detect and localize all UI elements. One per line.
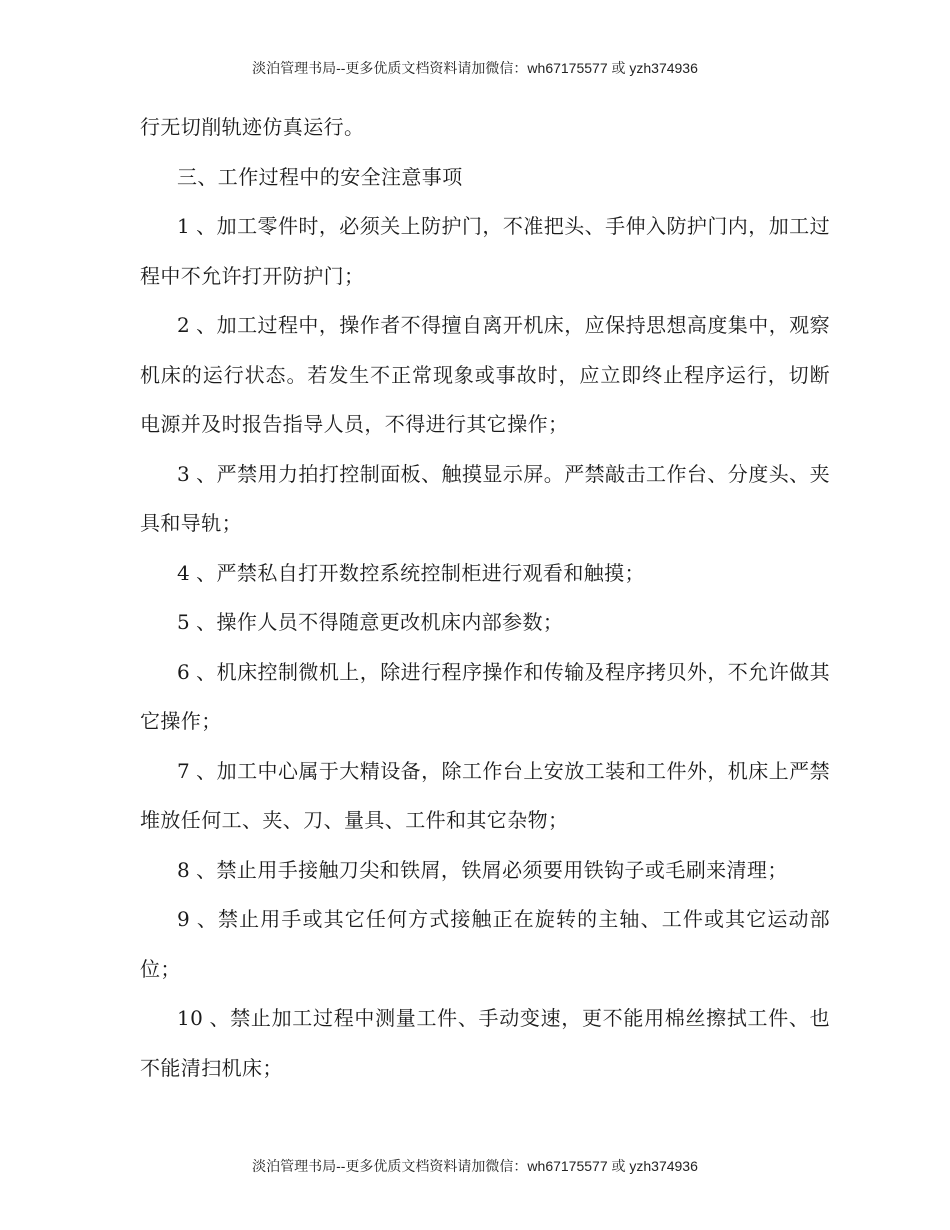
list-item [140,202,830,301]
item-number: 8 [177,857,191,882]
section-heading: 三、工作过程中的安全注意事项 [177,164,463,189]
continuation-paragraph: 行无切削轨迹仿真运行。 [140,115,365,139]
page-footer: 淡泊管理书局--更多优质文档资料请加微信：wh67175577 或 yzh374936 [252,1158,698,1174]
item-text: 、禁止用手接触刀尖和铁屑，铁屑必须要用铁钩子或毛刷来清理； [196,857,788,882]
item-number: 2 [177,313,191,337]
item-text: 、机床控制微机上，除进行程序操作和传输及程序拷贝外，不允许做其它操作； [140,659,830,733]
item-number: 6 [177,659,191,684]
list-item [140,549,830,599]
item-text: 、严禁用力拍打控制面板、触摸显示屏。严禁敲击工作台、分度头、夹具和导轨； [140,461,830,535]
list-item [140,994,830,1093]
item-text: 、操作人员不得随意更改机床内部参数； [196,610,564,634]
item-text: 、加工中心属于大精设备，除工作台上安放工装和工件外，机床上严禁堆放任何工、夹、刀、量具、工件和其它杂物； [140,758,830,832]
item-text: 、严禁私自打开数控系统控制柜进行观看和触摸； [196,560,645,585]
item-text: 、加工零件时，必须关上防护门，不准把头、手伸入防护门内，加工过程中不允许打开防护门； [140,214,830,288]
item-number: 4 [177,560,191,585]
item-text: 、加工过程中，操作者不得擅自离开机床，应保持思想高度集中，观察机床的运行状态。若发生不正常现象或事故时，应立即终止程序运行，切断电源并及时报告指导人员，不得进行其它操作； [140,313,830,436]
item-number: 1 [177,214,191,238]
list-item [140,895,830,994]
list-item [140,747,830,846]
list-item [140,598,830,648]
document-body [140,103,830,1093]
list-item [140,648,830,747]
item-text: 、禁止用手或其它任何方式接触正在旋转的主轴、工件或其它运动部位； [140,907,830,981]
page-header: 淡泊管理书局--更多优质文档资料请加微信：wh67175577 或 yzh374936 [252,60,698,76]
list-item [140,301,830,450]
list-item [140,450,830,549]
list-item [140,846,830,896]
item-number: 9 [177,907,191,931]
item-number: 7 [177,758,191,783]
item-number: 10 [177,1006,204,1030]
item-number: 3 [177,461,191,486]
item-number: 5 [177,610,191,634]
item-text: 、禁止加工过程中测量工件、手动变速，更不能用棉丝擦拭工件、也不能清扫机床； [140,1006,830,1080]
